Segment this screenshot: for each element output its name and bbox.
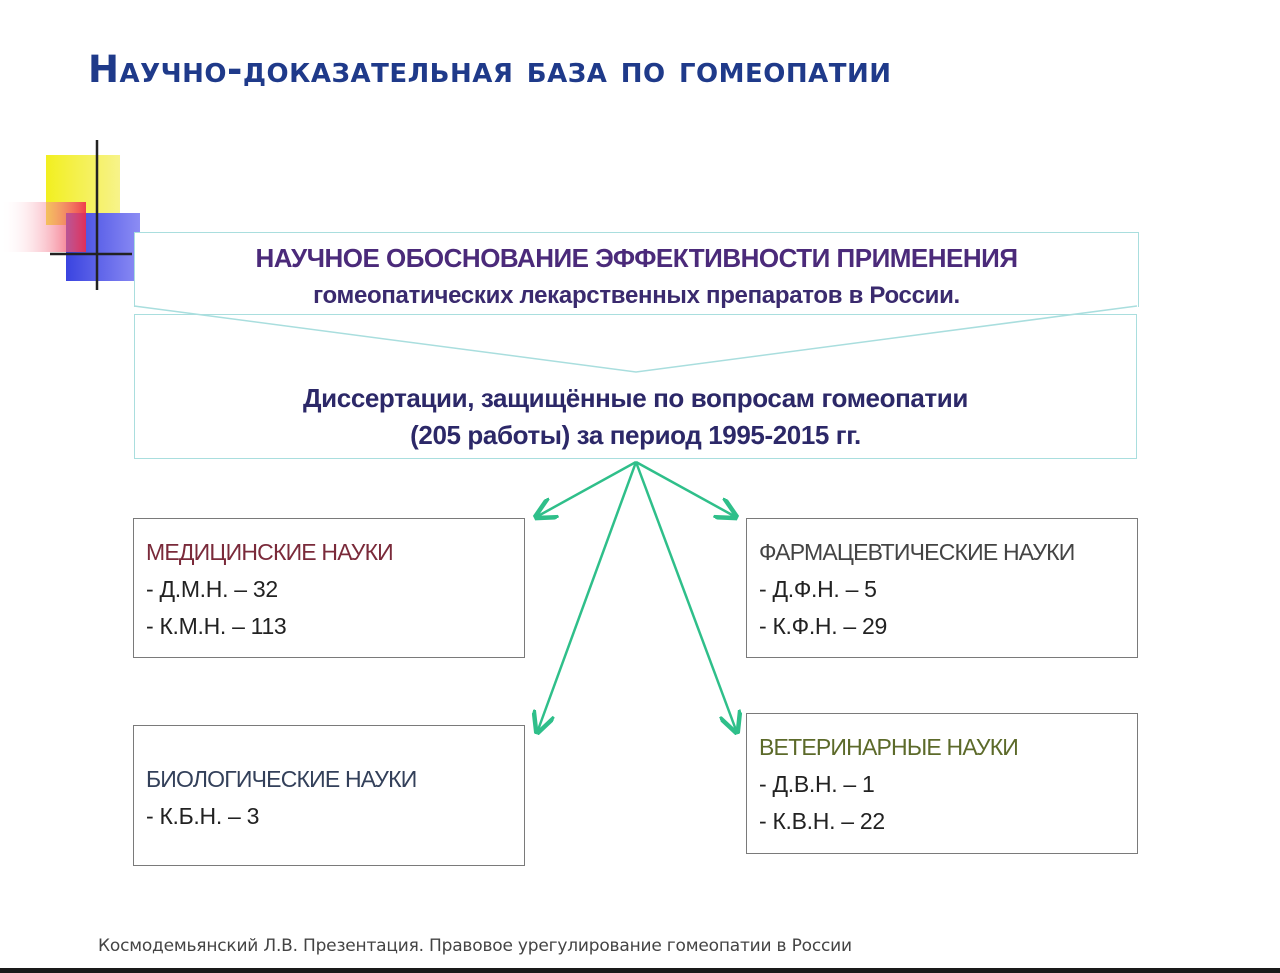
- pharma-sciences-box: [746, 518, 1138, 658]
- arrow-to-pharma: [636, 462, 734, 516]
- medical-item-dmn: - Д.М.Н. – 32: [146, 576, 278, 602]
- arrow-to-bio: [538, 462, 636, 730]
- bottom-divider: [0, 968, 1280, 973]
- medical-sciences-heading: МЕДИЦИНСКИЕ НАУКИ: [146, 539, 393, 565]
- vet-item-dvn: - Д.В.Н. – 1: [759, 771, 875, 797]
- slide-title: Научно-доказательная база по гомеопатии: [88, 48, 892, 91]
- vet-item-kvn: - К.В.Н. – 22: [759, 808, 885, 834]
- banner-line1: НАУЧНОЕ ОБОСНОВАНИЕ ЭФФЕКТИВНОСТИ ПРИМЕНЕНИЯ: [255, 243, 1018, 273]
- medical-sciences-box: [133, 518, 525, 658]
- banner-line2: гомеопатических лекарственных препаратов в России.: [313, 282, 960, 309]
- pharma-sciences-heading: ФАРМАЦЕВТИЧЕСКИЕ НАУКИ: [759, 539, 1075, 565]
- arrow-to-medical: [538, 462, 636, 516]
- dissertations-line1: Диссертации, защищённые по вопросам гомеопатии: [303, 383, 968, 413]
- banner-header: [134, 232, 1139, 307]
- bio-item-kbn: - К.Б.Н. – 3: [146, 803, 260, 829]
- arrow-to-vet: [636, 462, 736, 730]
- pharma-item-kfn: - К.Ф.Н. – 29: [759, 613, 887, 639]
- dissertations-box: [134, 314, 1137, 459]
- medical-item-kmn: - К.М.Н. – 113: [146, 613, 287, 639]
- bio-sciences-heading: БИОЛОГИЧЕСКИЕ НАУКИ: [146, 766, 417, 792]
- vet-sciences-heading: ВЕТЕРИНАРНЫЕ НАУКИ: [759, 734, 1019, 760]
- dissertations-line2: (205 работы) за период 1995-2015 гг.: [410, 420, 861, 450]
- pharma-item-dfn: - Д.Ф.Н. – 5: [759, 576, 877, 602]
- bio-sciences-box: [133, 725, 525, 866]
- vet-sciences-box: [746, 713, 1138, 854]
- slide-footer: Космодемьянский Л.В. Презентация. Правовое урегулирование гомеопатии в России: [98, 936, 852, 956]
